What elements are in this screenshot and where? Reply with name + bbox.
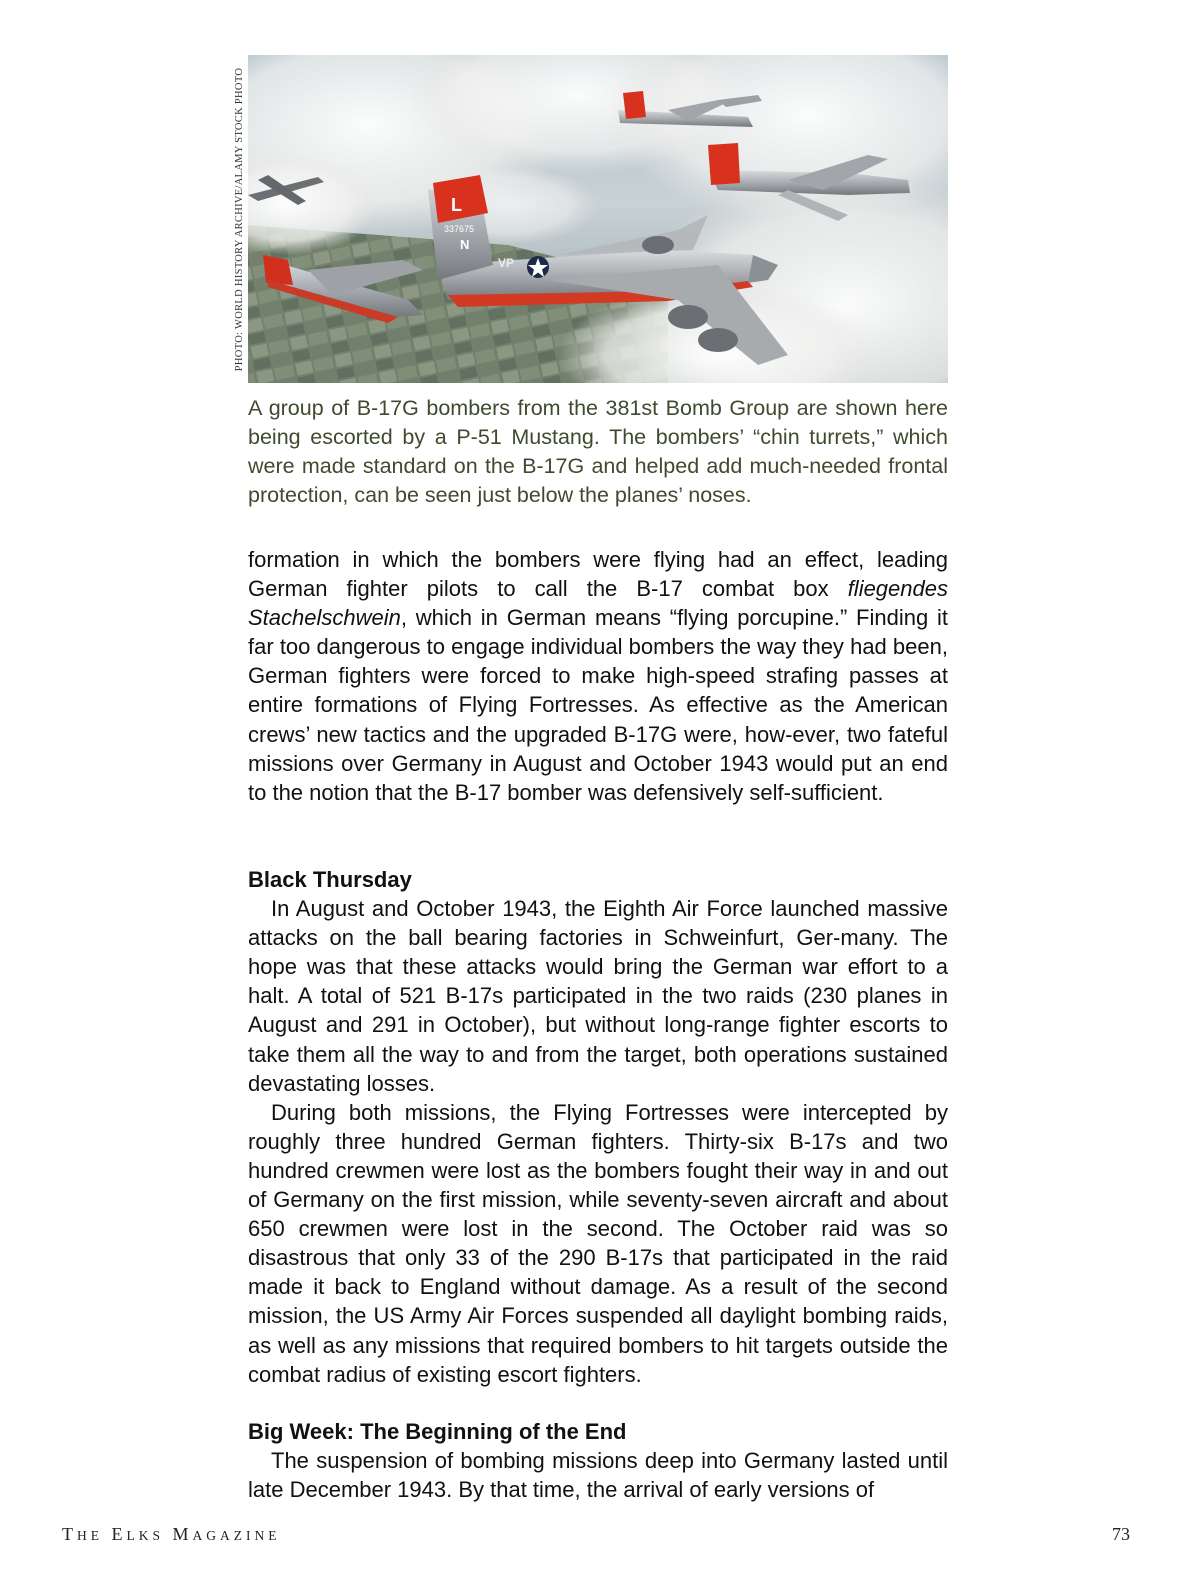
magazine-name — [62, 1524, 281, 1545]
intro-paragraph — [248, 545, 948, 807]
magazine-name-m: M — [172, 1524, 193, 1544]
intro-italic-term: fliegendes Stachelschwein — [248, 576, 948, 631]
black-thursday-paragraph-2: During both missions, the Flying Fortresses were intercepted by roughly three hundred German fighters. Thirty-six B-17s and two hundred crewmen were lost as the bombers fought their way in and out of Germany on the first mission, while seventy-seven aircraft and about 650 crewmen were lost in the second. The October raid was so disastrous that only 33 of the 290 B-17s that participated in the raid made it back to England without damage. As a result of the second mission, the US Army Air Forces suspended all daylight bombing raids, as well as any missions that required bombers to hit targets outside the combat radius of existing escort fighters. — [248, 1099, 948, 1387]
magazine-name-agazine: AGAZINE — [192, 1528, 281, 1543]
magazine-name-e: E — [111, 1524, 127, 1544]
intro-text-part2: , which in German means “flying porcupine.” Finding it far too dangerous to engage individual bombers the way they had been, German fighters were forced to make high-speed strafing passes at entire formations of Flying Fortresses. As effective as the American crews’ new tactics and the upgraded B-17G were, how-ever, two fateful missions over Germany in August and October 1943 would put an end to the notion that the B-17 bomber was defensively self-sufficient. — [248, 605, 948, 805]
section-heading-big-week: Big Week: The Beginning of the End — [248, 1419, 627, 1444]
photo-credit-text: PHOTO: WORLD HISTORY ARCHIVE/ALAMY STOCK PHOTO — [234, 67, 246, 371]
section-big-week — [248, 1417, 948, 1504]
photo-caption: A group of B-17G bombers from the 381st Bomb Group are shown here being escorted by a P-51 Mustang. The bombers’ “chin turrets,” which were made standard on the B-17G and helped add much-needed frontal protection, can be seen just below the planes’ noses. — [248, 396, 948, 507]
tail-letter: L — [451, 195, 462, 215]
intro-text-part1: formation in which the bombers were flying had an effect, leading German fighter pilots to call the B-17 combat box — [248, 547, 948, 602]
magazine-name-he: HE — [77, 1528, 103, 1543]
tail-code: N — [460, 237, 470, 252]
section-black-thursday — [248, 865, 948, 1389]
big-week-paragraph-1: The suspension of bombing missions deep into Germany lasted until late December 1943. By that time, the arrival of early versions of — [248, 1448, 948, 1503]
magazine-name-lks: LKS — [126, 1528, 165, 1543]
intro-paragraph-block — [248, 545, 948, 807]
magazine-name-t: T — [62, 1524, 77, 1544]
section-heading-black-thursday: Black Thursday — [248, 867, 412, 892]
page-number: 73 — [1112, 1524, 1130, 1544]
photo-credit — [232, 55, 248, 383]
black-thursday-paragraph-1: In August and October 1943, the Eighth Air Force launched massive attacks on the ball bearing factories in Schweinfurt, Ger-many. The hope was that these attacks would bring the German war effort to a halt. A total of 521 B-17s participated in the two raids (230 planes in August and 291 in October), but without long-range fighter escorts to take them all the way to and from the target, both operations sustained devastating losses. — [248, 896, 948, 1096]
tail-serial: 337675 — [444, 224, 475, 234]
fuselage-code: VP — [498, 256, 515, 270]
b17-formation-photo — [248, 55, 948, 383]
